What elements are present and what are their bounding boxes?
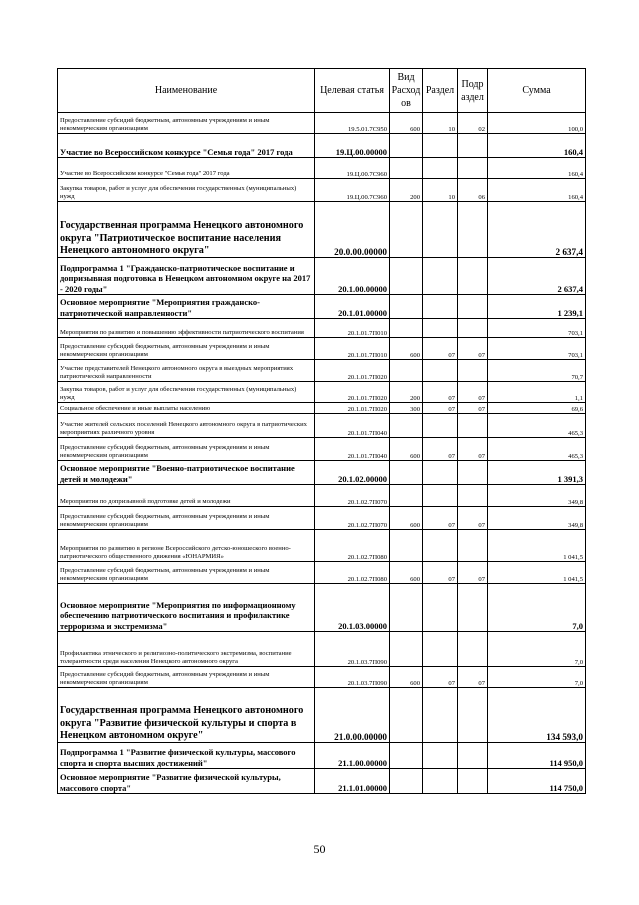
row-section [423, 485, 458, 507]
table-row [58, 438, 586, 461]
row-section [423, 360, 458, 382]
table-row [58, 179, 586, 202]
row-subsection: 02 [458, 113, 488, 134]
row-target-code: 20.1.03.7П090 [315, 667, 390, 688]
row-expense-kind [390, 360, 423, 382]
table-row [58, 530, 586, 562]
row-target-code: 21.1.00.00000 [315, 743, 390, 769]
row-target-code: 20.1.01.7П020 [315, 403, 390, 414]
row-sum: 69,6 [488, 403, 586, 414]
row-section: 07 [423, 338, 458, 360]
row-section: 07 [423, 562, 458, 584]
row-name: Участие во Всероссийском конкурсе "Семья года" 2017 года [58, 134, 315, 158]
row-name: Мероприятия по допризывной подготовке детей и молодежи [58, 485, 315, 507]
row-subsection [458, 202, 488, 258]
row-target-code: 20.1.03.7П090 [315, 632, 390, 667]
row-subsection [458, 485, 488, 507]
row-name: Основное мероприятие "Мероприятия гражданско-патриотической направленности" [58, 295, 315, 319]
row-target-code: 20.1.00.00000 [315, 258, 390, 295]
table-row [58, 202, 586, 258]
row-target-code: 20.1.02.7П080 [315, 562, 390, 584]
table-row [58, 667, 586, 688]
row-sum: 2 637,4 [488, 202, 586, 258]
row-name: Подпрограмма 1 "Гражданско-патриотическое воспитание и допризывная подготовка в Ненецком автономном округе на 2017 - 2020 годы" [58, 258, 315, 295]
row-expense-kind [390, 134, 423, 158]
row-expense-kind [390, 158, 423, 179]
row-sum: 1 239,1 [488, 295, 586, 319]
row-name: Закупка товаров, работ и услуг для обеспечения государственных (муниципальных) нужд [58, 382, 315, 403]
row-name: Участие во Всероссийском конкурсе "Семья года" 2017 года [58, 158, 315, 179]
row-target-code: 19.Ц.00.7С960 [315, 179, 390, 202]
row-section [423, 414, 458, 438]
table-row [58, 769, 586, 794]
header-expense-kind: Вид Расход ов [390, 69, 423, 113]
row-subsection: 07 [458, 667, 488, 688]
row-sum: 114 950,0 [488, 743, 586, 769]
row-sum: 2 637,4 [488, 258, 586, 295]
table-row [58, 338, 586, 360]
row-subsection [458, 769, 488, 794]
page-number: 50 [313, 842, 326, 856]
row-section: 07 [423, 403, 458, 414]
table-row [58, 562, 586, 584]
row-section [423, 584, 458, 632]
row-expense-kind: 200 [390, 382, 423, 403]
row-target-code: 19.Ц.00.7С960 [315, 158, 390, 179]
row-sum: 7,0 [488, 667, 586, 688]
row-sum: 1 041,5 [488, 530, 586, 562]
table-row [58, 360, 586, 382]
row-sum: 1 391,3 [488, 461, 586, 485]
row-name: Профилактика этнического и религиозно-политического экстремизма, воспитание толерантности среди населения Ненецкого автономного округа [58, 632, 315, 667]
row-target-code: 20.1.03.00000 [315, 584, 390, 632]
row-sum: 70,7 [488, 360, 586, 382]
row-subsection: 07 [458, 507, 488, 530]
row-subsection: 07 [458, 382, 488, 403]
table-row [58, 158, 586, 179]
row-sum: 114 750,0 [488, 769, 586, 794]
row-expense-kind: 200 [390, 179, 423, 202]
row-sum: 100,0 [488, 113, 586, 134]
row-section [423, 158, 458, 179]
row-section [423, 461, 458, 485]
row-target-code: 20.1.02.7П070 [315, 485, 390, 507]
row-section: 07 [423, 507, 458, 530]
row-expense-kind: 600 [390, 338, 423, 360]
row-section: 07 [423, 667, 458, 688]
row-expense-kind: 600 [390, 562, 423, 584]
table-row [58, 485, 586, 507]
row-target-code: 20.1.01.7П010 [315, 319, 390, 338]
row-sum: 1,1 [488, 382, 586, 403]
table-row [58, 584, 586, 632]
row-target-code: 20.1.02.7П070 [315, 507, 390, 530]
table-row [58, 688, 586, 743]
row-expense-kind [390, 258, 423, 295]
row-name: Закупка товаров, работ и услуг для обеспечения государственных (муниципальных) нужд [58, 179, 315, 202]
row-expense-kind: 600 [390, 667, 423, 688]
row-name: Предоставление субсидий бюджетным, автономным учреждениям и иным некоммерческим организациям [58, 438, 315, 461]
row-expense-kind [390, 295, 423, 319]
table-row [58, 461, 586, 485]
row-target-code: 20.1.01.7П040 [315, 414, 390, 438]
table-row [58, 319, 586, 338]
row-subsection [458, 414, 488, 438]
row-sum: 160,4 [488, 158, 586, 179]
row-sum: 703,1 [488, 319, 586, 338]
row-expense-kind [390, 485, 423, 507]
row-name: Предоставление субсидий бюджетным, автономным учреждениям и иным некоммерческим организациям [58, 338, 315, 360]
table-row [58, 632, 586, 667]
header-row [58, 69, 586, 113]
row-expense-kind [390, 743, 423, 769]
row-target-code: 20.1.01.7П020 [315, 382, 390, 403]
row-section [423, 743, 458, 769]
header-target-article: Целевая статья [315, 69, 390, 113]
row-name: Подпрограмма 1 "Развитие физической культуры, массового спорта и спорта высших достижений" [58, 743, 315, 769]
row-subsection: 07 [458, 438, 488, 461]
row-expense-kind [390, 319, 423, 338]
row-expense-kind: 600 [390, 507, 423, 530]
table-row [58, 414, 586, 438]
row-sum: 703,1 [488, 338, 586, 360]
budget-table [57, 68, 586, 794]
row-expense-kind: 300 [390, 403, 423, 414]
row-expense-kind [390, 688, 423, 743]
row-section [423, 134, 458, 158]
row-section: 10 [423, 113, 458, 134]
row-sum: 349,8 [488, 485, 586, 507]
row-name: Предоставление субсидий бюджетным, автономным учреждениям и иным некоммерческим организациям [58, 667, 315, 688]
row-section [423, 530, 458, 562]
row-target-code: 20.1.01.00000 [315, 295, 390, 319]
row-target-code: 20.1.01.7П040 [315, 438, 390, 461]
row-name: Участие представителей Ненецкого автономного округа в выездных мероприятиях патриотической направленности [58, 360, 315, 382]
row-expense-kind [390, 584, 423, 632]
row-sum: 349,8 [488, 507, 586, 530]
table-row [58, 113, 586, 134]
table-row [58, 258, 586, 295]
row-target-code: 19.5.01.7С950 [315, 113, 390, 134]
row-expense-kind: 600 [390, 113, 423, 134]
row-subsection [458, 158, 488, 179]
row-subsection [458, 584, 488, 632]
row-name: Государственная программа Ненецкого автономного округа "Патриотическое воспитание населения Ненецкого автономного округа" [58, 202, 315, 258]
row-subsection [458, 632, 488, 667]
row-expense-kind [390, 414, 423, 438]
table-row [58, 403, 586, 414]
row-subsection: 06 [458, 179, 488, 202]
row-expense-kind [390, 769, 423, 794]
row-sum: 7,0 [488, 584, 586, 632]
row-name: Основное мероприятие "Военно-патриотическое воспитание детей и молодежи" [58, 461, 315, 485]
row-subsection [458, 134, 488, 158]
row-subsection [458, 461, 488, 485]
row-target-code: 21.1.01.00000 [315, 769, 390, 794]
row-target-code: 20.1.01.7П010 [315, 338, 390, 360]
row-sum: 1 041,5 [488, 562, 586, 584]
row-section [423, 295, 458, 319]
row-target-code: 20.1.01.7П020 [315, 360, 390, 382]
row-subsection [458, 295, 488, 319]
row-expense-kind [390, 202, 423, 258]
row-expense-kind: 600 [390, 438, 423, 461]
row-sum: 134 593,0 [488, 688, 586, 743]
row-subsection [458, 688, 488, 743]
row-expense-kind [390, 461, 423, 485]
row-subsection: 07 [458, 562, 488, 584]
row-section [423, 202, 458, 258]
row-target-code: 20.0.00.00000 [315, 202, 390, 258]
row-section: 07 [423, 382, 458, 403]
row-name: Мероприятия по развитию в регионе Всероссийского детско-юношеского военно-патриотического общественного движения «ЮНАРМИЯ» [58, 530, 315, 562]
row-subsection [458, 743, 488, 769]
table-row [58, 134, 586, 158]
header-name: Наименование [58, 69, 315, 113]
row-expense-kind [390, 530, 423, 562]
row-name: Предоставление субсидий бюджетным, автономным учреждениям и иным некоммерческим организациям [58, 562, 315, 584]
row-subsection [458, 258, 488, 295]
table-row [58, 743, 586, 769]
header-sum: Сумма [488, 69, 586, 113]
row-target-code: 19.Ц.00.00000 [315, 134, 390, 158]
row-section: 07 [423, 438, 458, 461]
row-name: Государственная программа Ненецкого автономного округа "Развитие физической культуры и спорта в Ненецком автономном округе" [58, 688, 315, 743]
row-sum: 465,3 [488, 438, 586, 461]
row-section [423, 769, 458, 794]
row-subsection: 07 [458, 338, 488, 360]
row-sum: 7,0 [488, 632, 586, 667]
row-subsection: 07 [458, 403, 488, 414]
row-section [423, 632, 458, 667]
row-section [423, 258, 458, 295]
header-section: Раздел [423, 69, 458, 113]
row-sum: 160,4 [488, 134, 586, 158]
row-subsection [458, 319, 488, 338]
row-target-code: 20.1.02.7П080 [315, 530, 390, 562]
table-row [58, 295, 586, 319]
table-row [58, 382, 586, 403]
row-name: Мероприятия по развитию и повышению эффективности патриотического воспитания [58, 319, 315, 338]
row-target-code: 20.1.02.00000 [315, 461, 390, 485]
row-section [423, 688, 458, 743]
row-name: Предоставление субсидий бюджетным, автономным учреждениям и иным некоммерческим организациям [58, 113, 315, 134]
row-name: Основное мероприятие "Развитие физической культуры, массового спорта" [58, 769, 315, 794]
row-name: Социальное обеспечение и иные выплаты населению [58, 403, 315, 414]
row-sum: 160,4 [488, 179, 586, 202]
row-expense-kind [390, 632, 423, 667]
row-target-code: 21.0.00.00000 [315, 688, 390, 743]
row-section: 10 [423, 179, 458, 202]
row-name: Участие жителей сельских поселений Ненецкого автономного округа в патриотических мероприятиях различного уровня [58, 414, 315, 438]
header-subsection: Подр аздел [458, 69, 488, 113]
table-row [58, 507, 586, 530]
row-section [423, 319, 458, 338]
row-name: Предоставление субсидий бюджетным, автономным учреждениям и иным некоммерческим организациям [58, 507, 315, 530]
row-subsection [458, 360, 488, 382]
row-sum: 465,3 [488, 414, 586, 438]
row-name: Основное мероприятие "Мероприятия по информационному обеспечению патриотического воспитания и профилактике терроризма и экстремизма" [58, 584, 315, 632]
row-subsection [458, 530, 488, 562]
